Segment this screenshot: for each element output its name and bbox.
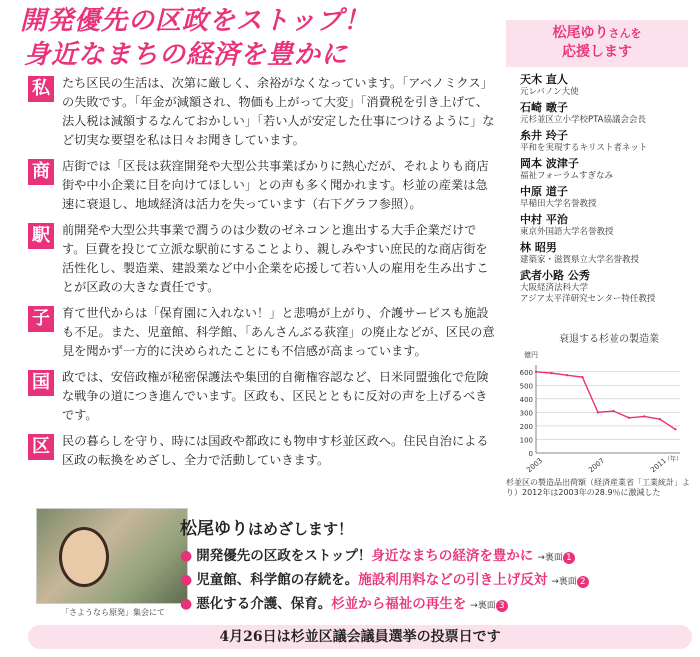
chart-title: 衰退する杉並の製造業: [559, 334, 659, 345]
supporter-item: [520, 157, 684, 182]
data-point: [628, 417, 630, 419]
supporter-title: 東京外国語大学名誉教授: [520, 227, 614, 237]
data-point: [597, 411, 599, 413]
supporter-title: 元杉並区立小学校PTA協議会会長: [520, 115, 646, 125]
paragraph: [28, 304, 498, 361]
paragraph-kanji: 商: [28, 159, 54, 185]
paragraph-kanji: 駅: [28, 223, 54, 249]
photo-caption: 「さようなら原発」集会にて: [61, 608, 165, 617]
data-point: [674, 428, 676, 430]
supporter-title: 平和を実現するキリスト者ネット: [520, 143, 648, 153]
supporters-heading-name: 松尾ゆり: [552, 25, 609, 41]
bullet-icon: ●: [180, 572, 193, 588]
paragraph-kanji: 国: [28, 370, 54, 396]
data-point: [643, 415, 645, 417]
supporter-title: 建築家・滋賀県立大学名誉教授: [520, 255, 640, 265]
candidate-face: [59, 527, 109, 587]
data-point: [659, 418, 661, 420]
paragraph-kanji: 私: [28, 76, 54, 102]
paragraph-text: 民の暮らしを守り、時には国政や都政にも物申す杉並区政へ。住民自治による区政の転換をめざし、全力で活動していきます。: [62, 434, 489, 467]
supporters-panel: [506, 20, 688, 304]
manufacturing-chart: [506, 330, 692, 500]
chart-caption: 杉並区の製造品出荷額（経済産業省「工業統計」より）2012年は2003年の28.9％に激減した: [506, 478, 690, 497]
x-tick-label: 2003: [525, 456, 545, 475]
paragraph-kanji: 子: [28, 306, 54, 332]
supporters-heading-line2: 応援します: [562, 44, 632, 60]
y-tick-label: 400: [519, 395, 533, 404]
aim-black: 児童館、科学館の存続を。: [196, 572, 359, 588]
y-tick-label: 100: [519, 436, 533, 445]
aim-pink: 杉並から福祉の再生を: [331, 596, 467, 612]
paragraph-text: 前開発や大型公共事業で潤うのは少数のゼネコンと進出する大手企業だけです。巨費を投じて立派な駅前にすることより、親しみやすい庶民的な商店街を活性化し、製造業、建設業など中小企業を応援して若い人の雇用を生み出すことが区政の大きな責任です。: [62, 223, 489, 294]
aims-title-rest: はめざします！: [248, 520, 354, 538]
aims-block: [180, 514, 690, 617]
supporter-item: [520, 73, 684, 98]
aim-item: [180, 545, 690, 569]
bullet-icon: ●: [180, 596, 193, 612]
supporter-name: 天木 直人: [520, 73, 568, 86]
aim-pink: 施設利用料などの引き上げ反対: [358, 572, 548, 588]
aim-num: 3: [496, 600, 508, 612]
supporter-item: [520, 241, 684, 266]
supporters-list: [506, 67, 688, 305]
y-tick-label: 600: [519, 368, 533, 377]
supporter-name: 武者小路 公秀: [520, 269, 590, 282]
aims-name: 松尾ゆり: [180, 519, 248, 539]
aim-pink: 身近なまちの経済を豊かに: [371, 548, 534, 564]
aim-ref: →裏面: [551, 577, 577, 587]
data-point: [550, 372, 552, 374]
series-line: [536, 372, 675, 430]
paragraph-kanji: 区: [28, 434, 54, 460]
supporter-name: 林 昭男: [520, 241, 557, 254]
photo-block: [28, 508, 198, 620]
paragraph: [28, 221, 498, 297]
supporter-name: 中原 道子: [520, 185, 568, 198]
data-point: [566, 374, 568, 376]
y-tick-label: 200: [519, 422, 533, 431]
paragraph: [28, 368, 498, 425]
aim-black: 悪化する介護、保育。: [196, 596, 332, 612]
data-point: [581, 376, 583, 378]
chart-svg: [506, 345, 692, 485]
supporter-name: 中村 平治: [520, 213, 568, 226]
paragraph-text: 店街では「区長は荻窪開発や大型公共事業ばかりに熱心だが、それよりも商店街や中小企業に目を向けてほしい」との声も多く聞かれます。杉並の産業は急速に衰退し、地域経済は活力を失っています（右下グラフ参照）。: [62, 159, 489, 211]
headline-line1: 開発優先の区政をストップ！: [20, 6, 371, 36]
supporter-name: 石崎 暾子: [520, 101, 568, 114]
supporter-item: [520, 213, 684, 238]
supporter-item: [520, 269, 684, 305]
supporters-heading: [506, 20, 688, 67]
aim-ref: →裏面: [537, 553, 563, 563]
y-tick-label: 0: [528, 450, 533, 458]
supporter-title: 大阪経済法科大学 アジア太平洋研究センター特任教授: [520, 283, 656, 304]
paragraph: [28, 157, 498, 214]
aim-num: 1: [563, 552, 575, 564]
bullet-icon: ●: [180, 548, 193, 564]
supporter-title: 元レバノン大使: [520, 87, 579, 97]
paragraph-text: 政では、安倍政権が秘密保護法や集団的自衛権容認など、日米同盟強化で危険な戦争の道につき進んでいます。区政も、区民とともに反対の声を上げるべきです。: [62, 370, 489, 422]
supporter-name: 糸井 玲子: [520, 129, 568, 142]
y-tick-label: 300: [519, 409, 533, 418]
aim-item: [180, 593, 690, 617]
supporter-item: [520, 129, 684, 154]
x-tick-label: 2007: [587, 456, 607, 475]
headline: [20, 4, 500, 72]
supporter-name: 岡本 波津子: [520, 157, 579, 170]
supporter-item: [520, 185, 684, 210]
aim-item: [180, 569, 690, 593]
headline-line2: 身近なまちの経済を豊かに: [24, 40, 349, 70]
x-unit-label: （年）: [663, 456, 682, 463]
paragraphs: [28, 74, 498, 477]
supporter-title: 早稲田大学名誉教授: [520, 199, 597, 209]
aims-title: [180, 514, 690, 539]
supporter-item: [520, 101, 684, 126]
paragraph-text: 育て世代からは「保育園に入れない！」と悲鳴が上がり、介護サービスも施設も不足。また、児童館、科学館、「あんさんぶる荻窪」の廃止などが、区民の意見を聞かず一方的に決められたことにも不信感が高まっています。: [62, 306, 495, 358]
aim-num: 2: [577, 576, 589, 588]
data-point: [612, 410, 614, 412]
supporter-title: 福祉フォーラムすぎなみ: [520, 171, 613, 181]
aim-black: 開発優先の区政をストップ！: [196, 548, 372, 564]
candidate-photo: [36, 508, 188, 604]
supporters-heading-suffix: さんを: [608, 27, 642, 40]
y-tick-label: 500: [519, 382, 533, 391]
paragraph-text: たち区民の生活は、次第に厳しく、余裕がなくなっています。「アベノミクス」の失敗です。「年金が減額され、物価も上がって大変」「消費税を引き上げて、法人税は減額するなんておかしい」「若い人が安定した仕事につけるように」など切実な要望を私は日々お聞きしています。: [62, 76, 495, 147]
paragraph: [28, 432, 498, 470]
paragraph: [28, 74, 498, 150]
aim-ref: →裏面: [470, 601, 496, 611]
y-unit-label: 億円: [524, 351, 538, 359]
election-day-banner: 4月26日は杉並区議会議員選挙の投票日です: [28, 625, 692, 649]
data-point: [535, 371, 537, 373]
x-tick-label: 2011: [649, 456, 668, 475]
